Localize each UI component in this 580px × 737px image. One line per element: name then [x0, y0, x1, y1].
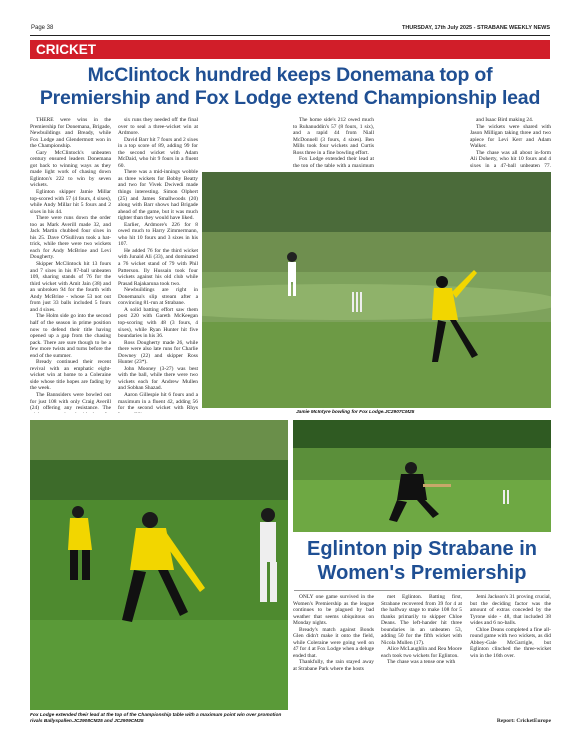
- article1-column-2: [118, 117, 198, 413]
- photo-bowler: [202, 172, 551, 408]
- paragraph: Eglinton skipper Jamie Millar top-scored with 57 (4 fours, 4 sixes), while Andy Millar hit 5 fours and 2 sixes in his 44.: [30, 189, 111, 215]
- paragraph: Bready continued their recent revival with an emphatic eight-wicket win at home to a Coleraine side whose title hopes are fading by the week.: [30, 359, 111, 392]
- article2-divider: [294, 590, 550, 591]
- photo-batsman: [293, 420, 551, 532]
- headline-womens: Eglinton pip Strabane in Women's Premiership: [307, 538, 537, 584]
- paragraph: John Mooney (3-27) was best with the ball, while there were two wickets each for Andrew Mullen and Sobhan Shazad.: [118, 365, 198, 392]
- article1-column-3: [293, 117, 374, 167]
- paragraph: The chase was a tense one with: [387, 659, 456, 666]
- paragraph: Ross Dougherty made 26, while there were also late runs for Charlie Downey (22) and skipper Ross Hunter (23*).: [118, 339, 198, 366]
- paragraph: Jemi Jackson's 31 proving crucial, but the deciding factor was the amount of extras conceded by the Tyrone side - 48, that included 38 wides and 6 no-balls.: [470, 594, 551, 627]
- paragraph: Thankfully, the rain stayed away at Strabane Park where the hosts: [293, 659, 374, 673]
- paragraph: Earlier, Ardmore's 226 for 8 owed much to Harry Zimmermann, who hit 10 fours and 3 sixes in his 107.: [118, 221, 198, 248]
- paragraph: Skipper McClintock hit 13 fours and 7 sixes in his 87-ball unbeaten 109, sharing stands of 76 for the third wicket with Amit Jain (38) and an unbroken 94 for the fourth with Andy McBrine - whose 53 not out from just 33 balls included 5 fours and 4 sixes.: [30, 261, 111, 313]
- paragraph: Chloe Deans completed a fine all-round game with two wickets, as did Abbey-Gale McGarrigle, but Eglinton clinched the three-wicket win in the 16th over.: [470, 626, 551, 659]
- paragraph: A solid batting effort saw them post 220 with Gareth McKeegan top-scoring with 48 (3 fours, 4 sixes), while Ryan Hunter hit five boundaries in his 36.: [118, 306, 198, 340]
- paragraph: Newbuildings are right in Donemana's slip stream after a convincing 81-run at Strabane.: [118, 287, 198, 307]
- paragraph: The chase was all about in-form Ali Doherty, who hit 10 fours and 4 sixes in a 47-ball unbeaten 77,: [470, 149, 551, 167]
- paragraph: Aaron Gillespie hit 6 fours and a maximum in a fluent 42, adding 56 for the second wicket with Rhys: [118, 391, 198, 412]
- article1-column-4: [470, 117, 551, 167]
- paragraph: The Bannsiders were bowled out for just 108 with only Craig Averill (24) offering any resistance. The: [30, 391, 111, 412]
- photo-fielders-caption: Fox Lodge extended their lead at the top of the Championship table with a maximum point win over promotion rivals Ballyspallen.JC2908CM25 and JC2909CM25: [30, 713, 282, 724]
- paragraph: Alice McLaughlin and Rea Moore each took two wickets for Eglinton.: [381, 646, 462, 659]
- page-number: Page 38: [31, 25, 54, 31]
- paragraph: ONLY one game survived in the Women's Premiership as the league continues to be plagued by bad weather that seems ubiquitous on Monday nights.: [293, 594, 374, 627]
- paragraph: He added 76 for the third wicket with Junaid Ali (33), and dominated a 76 wicket stand of 79 with Phil Patterson. Ily Hussain took four wickets against his old club while Prasad Rajakaruna took two.: [118, 247, 198, 287]
- paragraph: There was a mid-innings wobble as three wickets for Bobby Beatty and two for Vivek Dwivedi made things interesting. Simon Olphert (25) and James Smallwoods (20) along with Barr shows had Brigade ahead of the game, but it was much tighter than they would have liked.: [118, 169, 198, 222]
- paragraph: and Isaac Bird making 24.: [476, 117, 534, 123]
- article1-column-1: [30, 117, 111, 413]
- header-rule: [30, 35, 550, 36]
- article2-column-3: [470, 594, 551, 714]
- paragraph: The wickets were shared with Jason Milligan taking three and two apiece for Levi Kerr and Adam Walker.: [470, 123, 551, 150]
- paragraph: THERE were wins in the Premiership for Donemana, Brigade, Newbuildings and Bready, while Fox Lodge and Glendermott won in the Championship.: [30, 117, 111, 150]
- article2-column-2: [381, 594, 462, 724]
- headline-main: McClintock hundred keeps Donemana top of Premiership and Fox Lodge extend Championship lead: [39, 64, 541, 109]
- paragraph: There were runs down the order too as Mark Averill made 32, and Jack Martin chubbed four sixes in his 25. Dave O'Sullivan took a hat-trick, while there were two wickets each for Andy McBrine and Levi Dougherty.: [30, 215, 111, 261]
- paragraph: Fox Lodge extended their lead at the top of the table with a maximum: [293, 156, 374, 167]
- photo-fielders: [30, 420, 288, 710]
- article2-report-credit: Report: CricketEurope: [496, 718, 551, 724]
- photo-bowler-caption: Jamie McIntyre bowling for Fox Lodge.JC2907CM25: [296, 410, 415, 415]
- paragraph: Bready's match against Bonds Glen didn't make it onto the field, while Coleraine were going well on 47 for 4 at Fox Lodge when a deluge ended that.: [293, 626, 374, 659]
- paragraph: six runs they needed off the final over to seal a three-wicket win at Ardmore.: [118, 117, 198, 137]
- article2-column-1: [293, 594, 374, 724]
- paragraph: The home side's 212 owed much to Ruhanuddin's 57 (8 fours, 1 six), and a rapid 44 from Niall McDonnell (3 fours, 4 sixes). Ben Mills took four wickets and Curtis Ross three in a fine bowling effort.: [293, 117, 374, 156]
- paragraph: The Holm side go into the second half of the season in prime position now to defend their title having opened up a gap from the chasing pack. There are sure though to be a few more twists and turns before the end of the summer.: [30, 313, 111, 359]
- paragraph: David Barr hit 7 fours and 2 sixes in a top score of 89, adding 99 for the second wicket with Adam McDaid, who hit 9 fours in a fluent 60.: [118, 136, 198, 169]
- paragraph: met Eglinton. Batting first, Strabane recovered from 39 for 4 at the halfway stage to make 108 for 5 thanks primarily to skipper Chloe Deans. The left-hander hit three boundaries in an unbeaten 53, adding 50 for the fifth wicket with Nicola Mullen (17).: [381, 594, 462, 646]
- section-banner: CRICKET: [30, 40, 550, 59]
- paragraph: Gary McClintock's unbeaten century ensured leaders Donemana got back to winning ways as they made light work of chasing down Eglinton's 222 to win by seven wickets.: [30, 149, 111, 189]
- issue-line: THURSDAY, 17th July 2025 - STRABANE WEEKLY NEWS: [401, 25, 550, 31]
